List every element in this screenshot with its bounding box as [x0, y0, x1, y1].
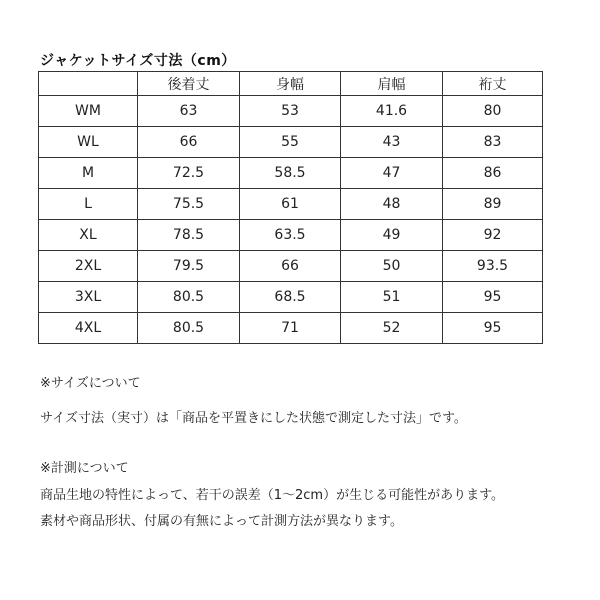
value-cell: 80 — [443, 96, 543, 127]
table-row — [39, 127, 543, 158]
value-cell: 83 — [443, 127, 543, 158]
value-cell: 95 — [443, 282, 543, 313]
size-cell: 3XL — [39, 282, 138, 313]
value-cell: 63.5 — [240, 220, 341, 251]
size-cell: XL — [39, 220, 138, 251]
value-cell: 92 — [443, 220, 543, 251]
value-cell: 68.5 — [240, 282, 341, 313]
table-row — [39, 189, 543, 220]
value-cell: 95 — [443, 313, 543, 344]
header-cell-shoulder-width: 肩幅 — [341, 72, 443, 96]
measure-note-text-2: 素材や商品形状、付属の有無によって計測方法が異なります。 — [40, 514, 403, 529]
value-cell: 48 — [341, 189, 443, 220]
value-cell: 41.6 — [341, 96, 443, 127]
header-cell-back-length: 後着丈 — [138, 72, 240, 96]
size-note-text: サイズ寸法（実寸）は「商品を平置きにした状態で測定した寸法」です。 — [40, 411, 467, 426]
value-cell: 52 — [341, 313, 443, 344]
table-row — [39, 313, 543, 344]
measure-note-text-1: 商品生地の特性によって、若干の誤差（1～2cm）が生じる可能性があります。 — [40, 488, 505, 503]
table-row — [39, 220, 543, 251]
value-cell: 66 — [138, 127, 240, 158]
measure-note-heading: ※計測について — [40, 461, 129, 476]
value-cell: 61 — [240, 189, 341, 220]
value-cell: 63 — [138, 96, 240, 127]
size-cell: 4XL — [39, 313, 138, 344]
header-cell-sleeve-length: 裄丈 — [443, 72, 543, 96]
size-cell: WM — [39, 96, 138, 127]
value-cell: 72.5 — [138, 158, 240, 189]
header-cell-chest-width: 身幅 — [240, 72, 341, 96]
size-table — [38, 71, 543, 344]
value-cell: 66 — [240, 251, 341, 282]
size-cell: WL — [39, 127, 138, 158]
value-cell: 80.5 — [138, 313, 240, 344]
table-row — [39, 96, 543, 127]
value-cell: 75.5 — [138, 189, 240, 220]
size-note-heading: ※サイズについて — [40, 376, 141, 391]
value-cell: 43 — [341, 127, 443, 158]
page-title: ジャケットサイズ寸法（cm） — [40, 53, 236, 69]
table-row — [39, 251, 543, 282]
value-cell: 89 — [443, 189, 543, 220]
size-cell: M — [39, 158, 138, 189]
value-cell: 50 — [341, 251, 443, 282]
value-cell: 53 — [240, 96, 341, 127]
value-cell: 49 — [341, 220, 443, 251]
table-row — [39, 158, 543, 189]
value-cell: 51 — [341, 282, 443, 313]
table-header-row — [39, 72, 543, 96]
value-cell: 93.5 — [443, 251, 543, 282]
value-cell: 78.5 — [138, 220, 240, 251]
value-cell: 80.5 — [138, 282, 240, 313]
size-cell: L — [39, 189, 138, 220]
header-cell-size — [39, 72, 138, 96]
value-cell: 79.5 — [138, 251, 240, 282]
value-cell: 58.5 — [240, 158, 341, 189]
table-row — [39, 282, 543, 313]
value-cell: 86 — [443, 158, 543, 189]
value-cell: 55 — [240, 127, 341, 158]
size-cell: 2XL — [39, 251, 138, 282]
value-cell: 47 — [341, 158, 443, 189]
value-cell: 71 — [240, 313, 341, 344]
